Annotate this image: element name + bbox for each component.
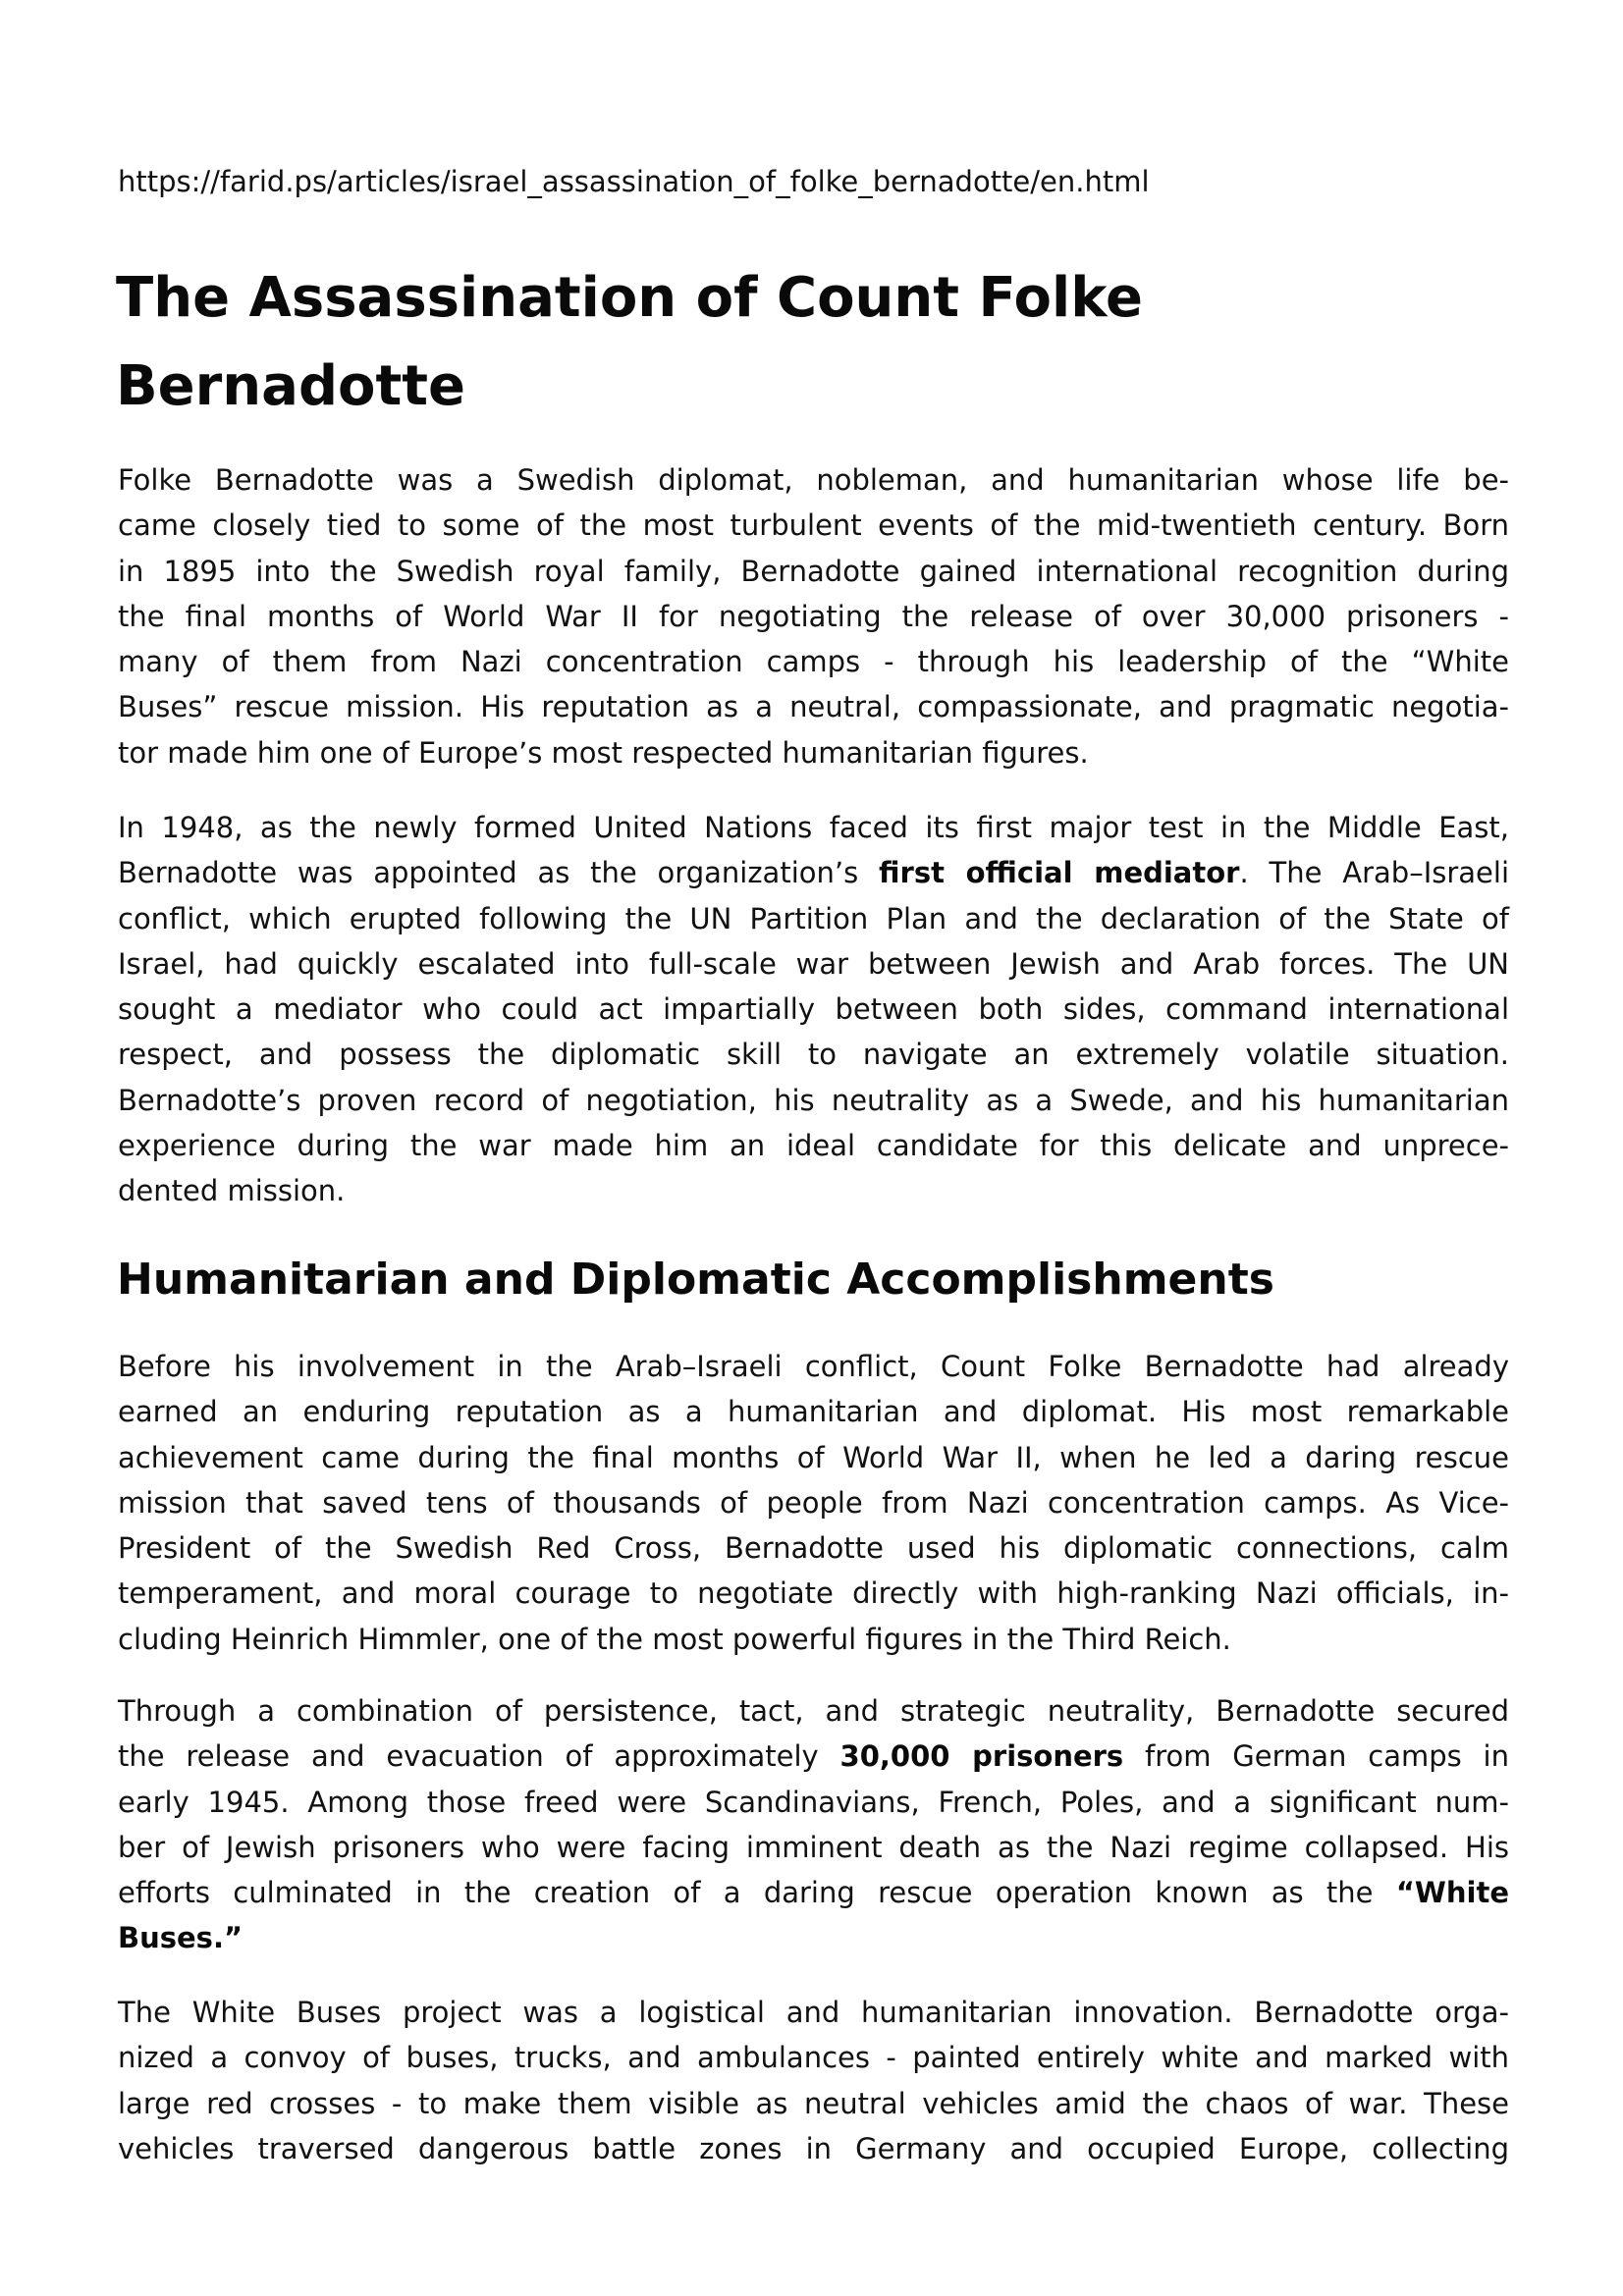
text-line: respect, and possess the diplomatic skill to navigate an extremely volatile situation. <box>118 1038 1509 1072</box>
text-line: large red crosses - to make them visible as neutral vehicles amid the chaos of war. These <box>118 2086 1509 2120</box>
title-line: The Assassination of Count Folke <box>116 266 1143 330</box>
mediator-paragraph <box>118 805 1509 1214</box>
text-line: efforts culminated in the creation of a daring rescue operation known as the “White <box>118 1876 1509 1910</box>
text-line: vehicles traversed dangerous battle zones in Germany and occupied Europe, collecting <box>118 2131 1509 2165</box>
emphasis-white-buses: “White <box>1395 1876 1509 1910</box>
page-title <box>116 254 1510 431</box>
emphasis-30000-prisoners: 30,000 prisoners <box>839 1739 1124 1774</box>
text-line: many of them from Nazi concentration camps - through his leadership of the “White <box>118 645 1509 679</box>
text-line: cluding Heinrich Himmler, one of the most powerful figures in the Third Reich. <box>118 1622 1231 1656</box>
text-line: in 1895 into the Swedish royal family, Bernadotte gained international recognition during <box>118 554 1509 588</box>
text-line: came closely tied to some of the most turbulent events of the mid-twentieth century. Born <box>118 508 1509 543</box>
text-line: Buses” rescue mission. His reputation as a neutral, compassionate, and pragmatic negotia- <box>118 690 1509 724</box>
text-line <box>118 1915 1509 1960</box>
text-line: tor made him one of Europe’s most respected humanitarian figures. <box>118 735 1089 770</box>
text-line: mission that saved tens of thousands of people from Nazi concentration camps. As Vice- <box>118 1485 1509 1520</box>
source-url[interactable]: https://farid.ps/articles/israel_assassination_of_folke_bernadotte/en.html <box>118 165 1150 198</box>
intro-paragraph <box>118 457 1509 775</box>
text-line: conflict, which erupted following the UN Partition Plan and the declaration of the State of <box>118 901 1509 935</box>
text-line: earned an enduring reputation as a humanitarian and diplomat. His most remarkable <box>118 1395 1509 1429</box>
text-line: Folke Bernadotte was a Swedish diplomat, nobleman, and humanitarian whose life be- <box>118 463 1509 497</box>
section-heading: Humanitarian and Diplomatic Accomplishments <box>117 1255 1274 1305</box>
text-line: temperament, and moral courage to negotiate directly with high-ranking Nazi officials, in- <box>118 1576 1509 1611</box>
text-line: Before his involvement in the Arab–Israeli conflict, Count Folke Bernadotte had already <box>118 1350 1509 1383</box>
white-buses-paragraph <box>118 1990 1509 2171</box>
text-line: early 1945. Among those freed were Scandinavians, French, Poles, and a significant num- <box>118 1785 1509 1819</box>
text-line: The White Buses project was a logistical and humanitarian innovation. Bernadotte orga- <box>118 1996 1509 2029</box>
text-line: nized a convoy of buses, trucks, and ambulances - painted entirely white and marked with <box>118 2041 1509 2075</box>
text-line: Bernadotte’s proven record of negotiation, his neutrality as a Swede, and his humanitarian <box>118 1083 1509 1117</box>
text-line: Through a combination of persistence, tact, and strategic neutrality, Bernadotte secured <box>118 1694 1509 1728</box>
title-line: Bernadotte <box>116 354 466 418</box>
text-line: achievement came during the final months of World War II, when he led a daring rescue <box>118 1440 1509 1474</box>
text-line: experience during the war made him an ideal candidate for this delicate and unprece- <box>118 1129 1509 1163</box>
text-line: sought a mediator who could act impartially between both sides, command international <box>118 992 1509 1027</box>
text-line: the final months of World War II for negotiating the release of over 30,000 prisoners - <box>118 599 1509 633</box>
accomplishments-paragraph <box>118 1344 1509 1662</box>
text-line: the release and evacuation of approximately 30,000 prisoners from German camps in <box>118 1739 1509 1774</box>
text-line: President of the Swedish Red Cross, Bernadotte used his diplomatic connections, calm <box>118 1531 1509 1566</box>
emphasis-white-buses: Buses.” <box>118 1921 243 1955</box>
text-line: dented mission. <box>118 1174 346 1208</box>
text-line: In 1948, as the newly formed United Nations faced its first major test in the Middle East, <box>118 811 1509 844</box>
prisoners-paragraph <box>118 1688 1509 1961</box>
emphasis-first-official-mediator: first official mediator <box>879 856 1240 890</box>
text-line: Israel, had quickly escalated into full-scale war between Jewish and Arab forces. The UN <box>118 946 1509 981</box>
text-line: ber of Jewish prisoners who were facing imminent death as the Nazi regime collapsed. His <box>118 1830 1509 1864</box>
text-line: Bernadotte was appointed as the organization’s first official mediator. The Arab–Israeli <box>118 856 1509 890</box>
